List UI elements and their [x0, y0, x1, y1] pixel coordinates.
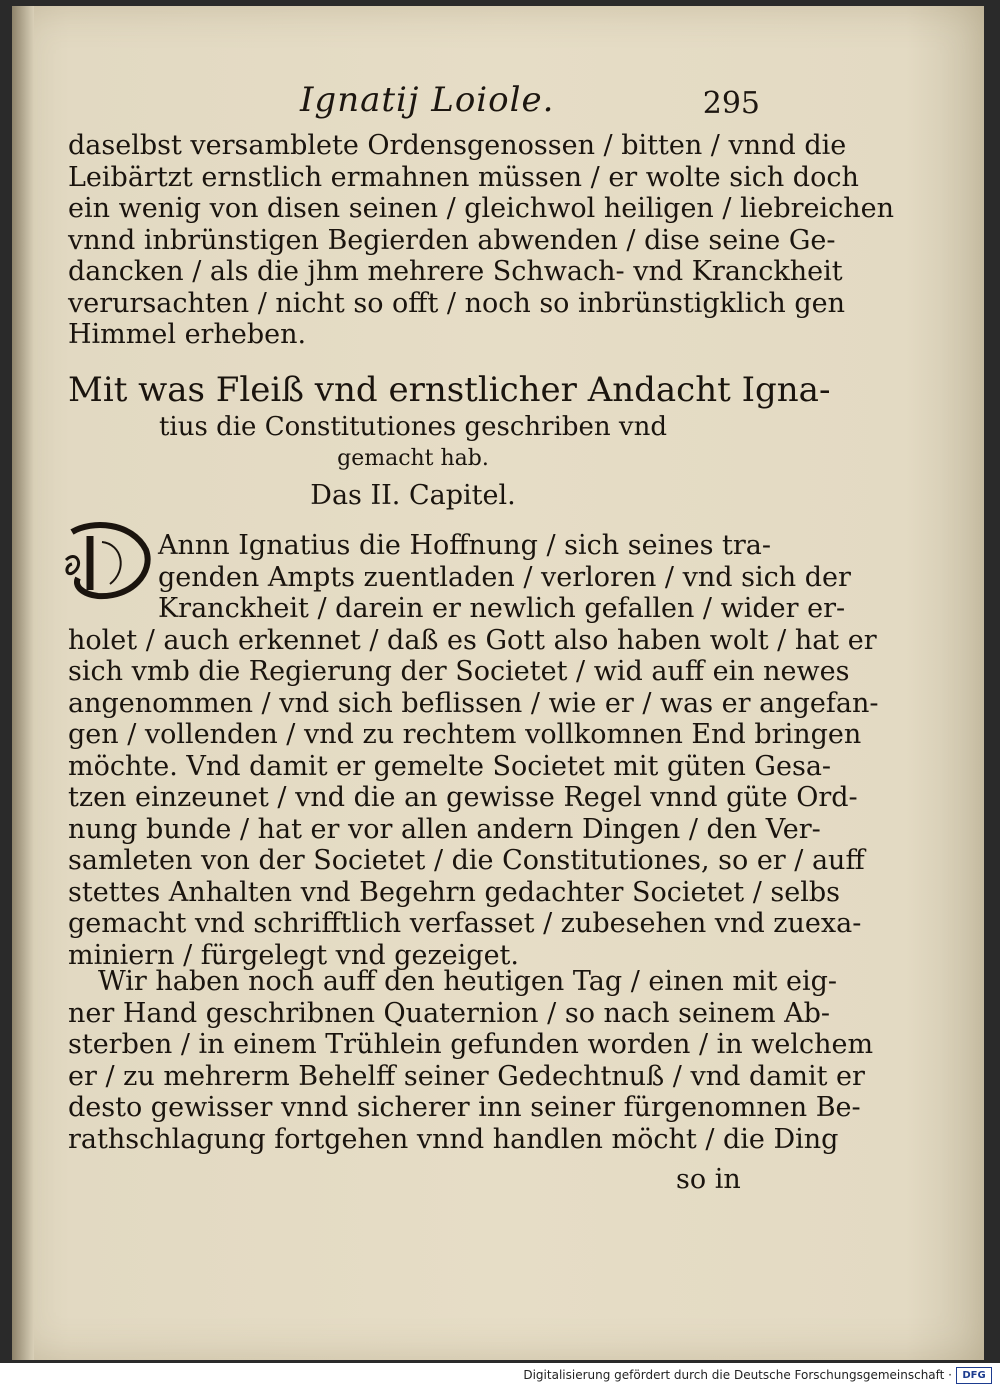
text-line: Leibärtzt ernstlich ermahnen müssen / er wolte sich doch	[68, 161, 859, 193]
paragraph-3	[68, 966, 874, 1155]
text-line: gemacht vnd schrifftlich verfasset / zubesehen vnd zuexa-	[68, 908, 862, 939]
text-line: Kranckheit / darein er newlich gefallen / wider er-	[158, 593, 846, 624]
text-line: desto gewisser vnnd sicherer inn seiner fürgenomnen Be-	[68, 1092, 861, 1123]
text-line: er / zu mehrerm Behelff seiner Gedechtnuß / vnd damit er	[68, 1060, 865, 1092]
text-line: möchte. Vnd damit er gemelte Societet mit güten Gesa-	[68, 750, 832, 782]
heading-line-3: gemacht hab.	[337, 446, 489, 471]
chapter-label: Das II. Capitel.	[310, 480, 516, 511]
text-line: genden Ampts zuentladen / verloren / vnd sich der	[158, 561, 851, 593]
text-line: ein wenig von disen seinen / gleichwol heiligen / liebreichen	[68, 193, 895, 224]
text-line: angenommen / vnd sich beflissen / wie er / was er angefan-	[68, 687, 879, 719]
text-line: rathschlagung fortgehen vnnd handlen möcht / die Ding	[68, 1123, 839, 1155]
text-line: Himmel erheben.	[68, 319, 307, 350]
text-line: samleten von der Societet / die Constitutiones, so er / auff	[68, 845, 865, 876]
text-line: stettes Anhalten vnd Begehrn gedachter Societet / selbs	[68, 876, 840, 908]
text-line: holet / auch erkennet / daß es Gott also haben wolt / hat er	[68, 624, 877, 656]
text-line: miniern / fürgelegt vnd gezeiget.	[68, 939, 519, 971]
text-line: gen / vollenden / vnd zu rechtem vollkomnen End bringen	[68, 719, 862, 750]
text-line: Wir haben noch auff den heutigen Tag / einen mit eig-	[98, 966, 838, 997]
section-heading	[68, 370, 831, 474]
text-line: daselbst versamblete Ordensgenossen / bitten / vnnd die	[68, 130, 847, 161]
text-line: Annn Ignatius die Hoffnung / sich seines tra-	[158, 530, 772, 561]
page-number: 295	[702, 86, 760, 121]
dfg-logo-icon: DFG	[956, 1367, 992, 1384]
text-line: nung bunde / hat er vor allen andern Dingen / den Ver-	[68, 813, 821, 845]
running-head: Ignatij Loiole.	[300, 80, 555, 120]
heading-line-1: Mit was Fleiß vnd ernstlicher Andacht Igna-	[68, 370, 831, 410]
funding-credit: Digitalisierung gefördert durch die Deutsche Forschungsgemeinschaft ·	[523, 1368, 952, 1382]
paragraph-1	[68, 130, 895, 351]
footer-bar	[0, 1363, 1000, 1387]
heading-line-2: tius die Constitutiones geschriben vnd	[158, 412, 667, 442]
text-line: verursachten / nicht so offt / noch so inbrünstigklich gen	[68, 287, 846, 319]
text-line: tzen einzeunet / vnd die an gewisse Regel vnnd güte Ord-	[68, 782, 858, 813]
text-line: sich vmb die Regierung der Societet / wid auff ein newes	[68, 656, 850, 687]
paragraph-2	[68, 530, 879, 971]
page-header	[60, 78, 760, 128]
text-line: dancken / als die jhm mehrere Schwach- vnd Kranckheit	[68, 256, 843, 287]
text-line: vnnd inbrünstigen Begierden abwenden / dise seine Ge-	[68, 224, 836, 256]
page-gutter	[12, 6, 34, 1360]
text-line: sterben / in einem Trühlein gefunden worden / in welchem	[68, 1029, 874, 1060]
catchword: so in	[676, 1164, 741, 1195]
text-line: ner Hand geschribnen Quaternion / so nach seinem Ab-	[68, 997, 831, 1029]
